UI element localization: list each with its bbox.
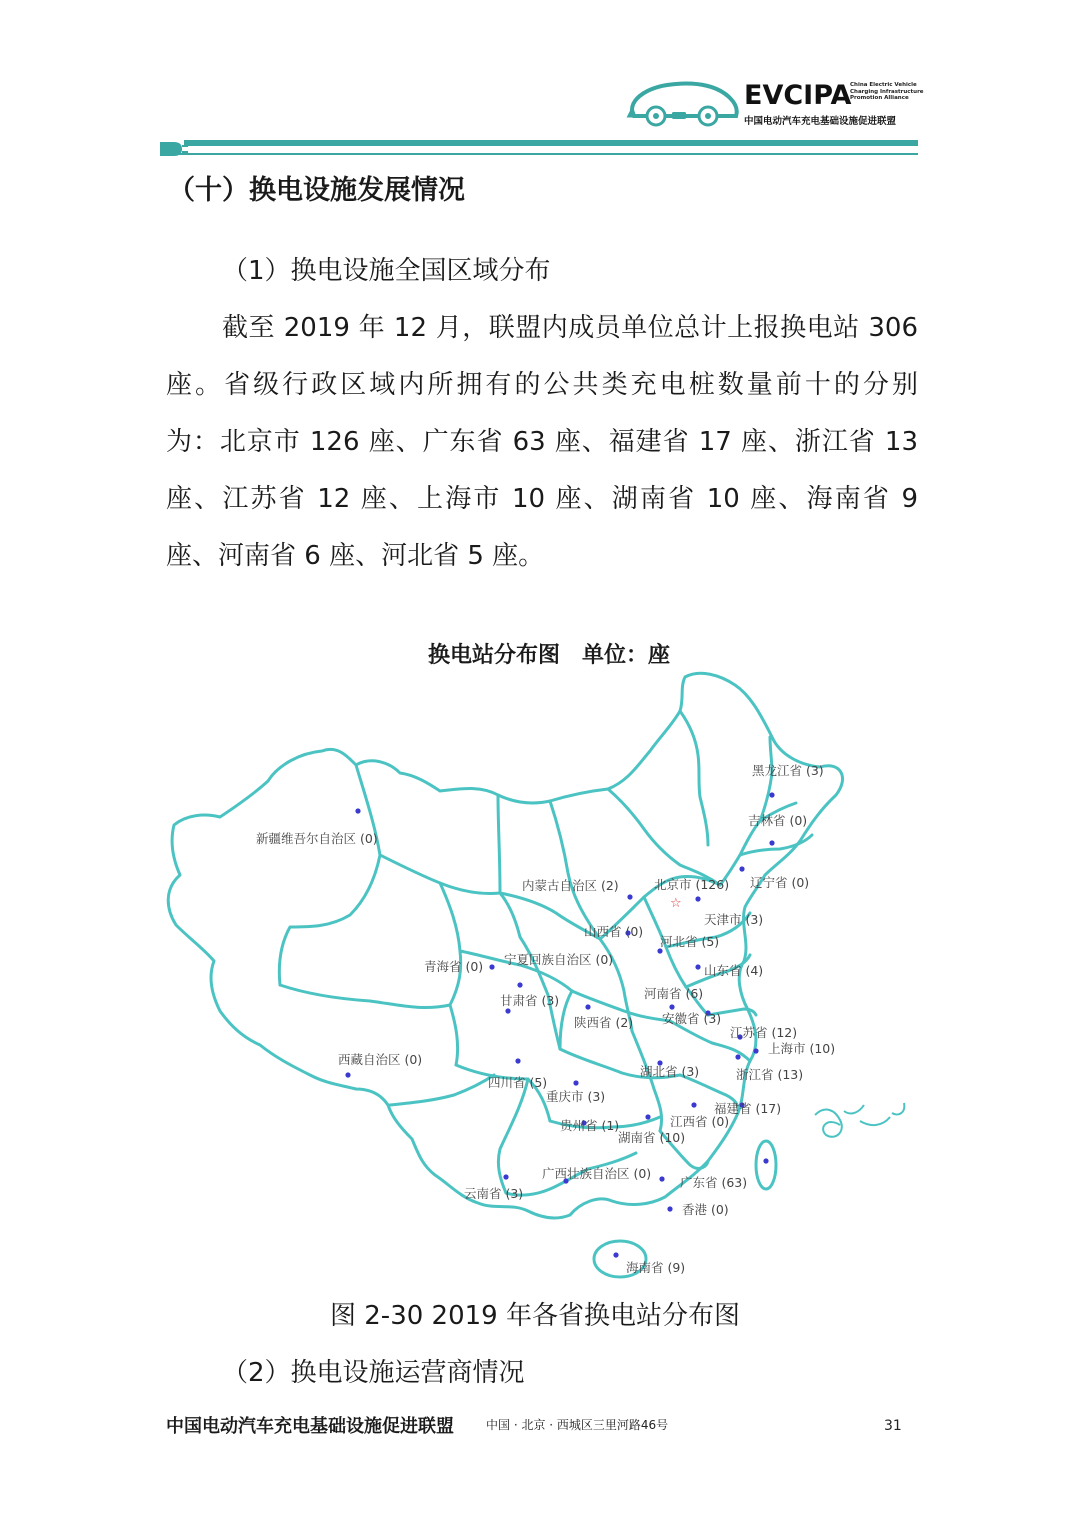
header-plug-rule: [160, 138, 920, 160]
subsection-heading-1: （1）换电设施全国区域分布: [222, 256, 551, 286]
map-label: 重庆市 (3): [546, 1089, 606, 1104]
beijing-capital-star-icon: ☆: [670, 896, 682, 911]
paragraph-line: 座、河南省 6 座、河北省 5 座。: [166, 541, 545, 571]
subsection-heading-2: （2）换电设施运营商情况: [222, 1358, 525, 1388]
map-label: 海南省 (9): [626, 1260, 686, 1275]
map-label: 浙江省 (13): [736, 1067, 804, 1082]
map-label: 山东省 (4): [704, 963, 764, 978]
paragraph-line: 截至 2019 年 12 月，联盟内成员单位总计上报换电站 306: [222, 313, 918, 343]
province-outlines: [168, 673, 842, 1218]
map-title: 换电站分布图 单位：座: [428, 642, 671, 668]
map-label: 广东省 (63): [680, 1175, 748, 1190]
logo-chinese-name: 中国电动汽车充电基础设施促进联盟: [744, 116, 897, 127]
map-label: 新疆维吾尔自治区 (0): [256, 831, 378, 846]
map-label: 辽宁省 (0): [750, 875, 810, 890]
logo-english-name: China Electric Vehicle Charging Infrastructure Promotion Alliance: [850, 82, 924, 101]
map-label: 河南省 (6): [644, 986, 704, 1001]
map-label: 湖北省 (3): [640, 1064, 700, 1079]
south-sea-marks: [815, 1103, 904, 1137]
evcipa-logo: [626, 70, 922, 132]
map-label: 安徽省 (3): [662, 1011, 722, 1026]
map-label: 天津市 (3): [704, 912, 764, 927]
map-label: 上海市 (10): [768, 1041, 836, 1056]
map-label: 吉林省 (0): [748, 813, 808, 828]
footer-organization: 中国电动汽车充电基础设施促进联盟: [166, 1416, 454, 1437]
page-number: 31: [884, 1418, 902, 1434]
map-label: 福建省 (17): [714, 1101, 782, 1116]
paragraph-line: 为：北京市 126 座、广东省 63 座、福建省 17 座、浙江省 13: [166, 427, 918, 457]
map-label: 江西省 (0): [670, 1114, 730, 1129]
map-label: 云南省 (3): [464, 1186, 524, 1201]
map-label: 贵州省 (1): [560, 1118, 620, 1133]
taiwan-outline: [756, 1141, 776, 1189]
map-label: 内蒙古自治区 (2): [522, 878, 619, 893]
footer-address: 中国 · 北京 · 西城区三里河路46号: [486, 1418, 669, 1432]
map-label: 宁夏回族自治区 (0): [504, 952, 614, 967]
section-heading: （十）换电设施发展情况: [168, 175, 465, 206]
map-label: 山西省 (0): [584, 924, 644, 939]
china-station-map: [160, 665, 920, 1290]
map-label: 四川省 (5): [488, 1075, 548, 1090]
map-label: 广西壮族自治区 (0): [542, 1166, 652, 1181]
body-paragraph: [166, 300, 918, 585]
map-label: 黑龙江省 (3): [752, 763, 824, 778]
figure-caption: 图 2-30 2019 年各省换电站分布图: [330, 1301, 740, 1331]
map-label: 江苏省 (12): [730, 1025, 798, 1040]
ev-car-logo-icon: [626, 70, 746, 132]
paragraph-line: 座、江苏省 12 座、上海市 10 座、湖南省 10 座、海南省 9: [166, 484, 918, 514]
map-label: 陕西省 (2): [574, 1015, 634, 1030]
map-label: 青海省 (0): [424, 959, 484, 974]
map-label: 甘肃省 (3): [500, 993, 560, 1008]
map-label: 西藏自治区 (0): [338, 1052, 423, 1067]
map-label: 北京市 (126): [654, 877, 730, 892]
map-label: 香港 (0): [682, 1202, 729, 1217]
paragraph-line: 座。省级行政区域内所拥有的公共类充电桩数量前十的分别: [166, 370, 918, 400]
map-label: 河北省 (5): [660, 934, 720, 949]
logo-wordmark: EVCIPA: [744, 80, 852, 111]
map-label: 湖南省 (10): [618, 1130, 686, 1145]
